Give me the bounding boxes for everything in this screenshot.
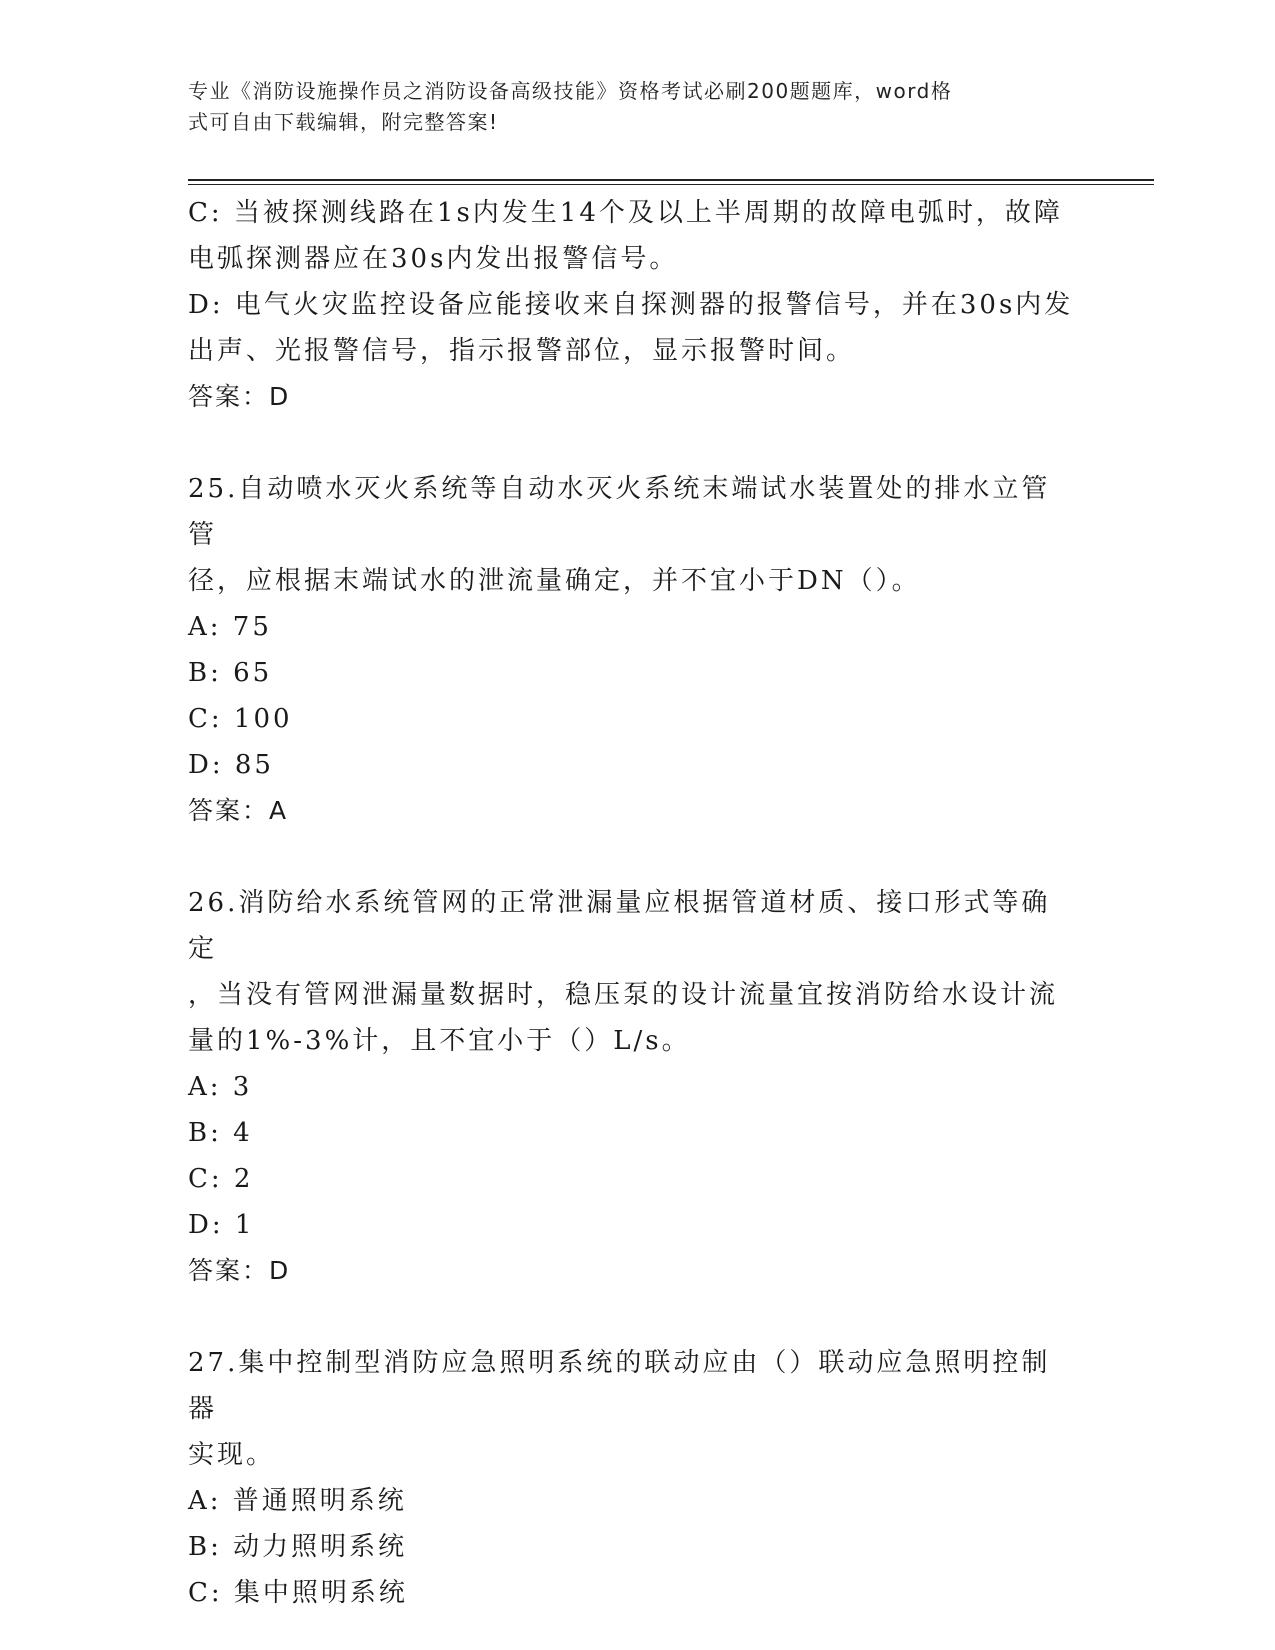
header-title-line-2: 式可自由下载编辑，附完整答案! (188, 110, 499, 134)
question-27-option-b: B: 动力照明系统 (188, 1532, 408, 1562)
answer-26: 答案：D (188, 1256, 291, 1285)
spacer (188, 834, 1078, 880)
question-26-option-a: A: 3 (188, 1072, 253, 1102)
question-25 (188, 466, 1078, 834)
question-27-option-c: C: 集中照明系统 (188, 1578, 408, 1608)
question-25-stem-line-2: 径，应根据末端试水的泄流量确定，并不宜小于DN（）。 (188, 566, 921, 596)
question-24-continued (188, 190, 1078, 420)
question-26-stem-line-3: 量的1%-3%计，且不宜小于（）L/s。 (188, 1026, 691, 1056)
question-27-stem-line-2: 实现。 (188, 1440, 276, 1470)
option-d-line-2: 出声、光报警信号，指示报警部位，显示报警时间。 (188, 336, 856, 366)
question-25-option-d: D: 85 (188, 750, 274, 780)
question-25-option-c: C: 100 (188, 704, 293, 734)
header-divider-thin (188, 184, 1154, 185)
question-27 (188, 1340, 1078, 1616)
question-26-option-d: D: 1 (188, 1210, 255, 1240)
option-c-line-1: C: 当被探测线路在1s内发生14个及以上半周期的故障电弧时，故障 (188, 198, 1063, 228)
question-26 (188, 880, 1078, 1294)
answer-25: 答案：A (188, 796, 289, 825)
question-26-option-b: B: 4 (188, 1118, 253, 1148)
question-26-option-c: C: 2 (188, 1164, 254, 1194)
question-26-stem-line-1: 26.消防给水系统管网的正常泄漏量应根据管道材质、接口形式等确定 (188, 888, 1051, 964)
question-27-stem-line-1: 27.集中控制型消防应急照明系统的联动应由（）联动应急照明控制器 (188, 1348, 1051, 1424)
option-c-line-2: 电弧探测器应在30s内发出报警信号。 (188, 244, 679, 274)
header-title-line-1: 专业《消防设施操作员之消防设备高级技能》资格考试必刷200题题库，word格 (188, 79, 953, 103)
question-27-option-a: A: 普通照明系统 (188, 1486, 407, 1516)
question-25-option-a: A: 75 (188, 612, 272, 642)
question-26-stem-line-2: ，当没有管网泄漏量数据时，稳压泵的设计流量宜按消防给水设计流 (188, 980, 1059, 1010)
question-25-stem-line-1: 25.自动喷水灭火系统等自动水灭火系统末端试水装置处的排水立管管 (188, 474, 1051, 550)
question-25-option-b: B: 65 (188, 658, 273, 688)
spacer (188, 1294, 1078, 1340)
question-content (188, 190, 1078, 1616)
page-header (188, 76, 1068, 138)
spacer (188, 420, 1078, 466)
answer-24: 答案：D (188, 382, 291, 411)
option-d-line-1: D: 电气火灾监控设备应能接收来自探测器的报警信号，并在30s内发 (188, 290, 1074, 320)
header-divider-thick (188, 179, 1154, 181)
